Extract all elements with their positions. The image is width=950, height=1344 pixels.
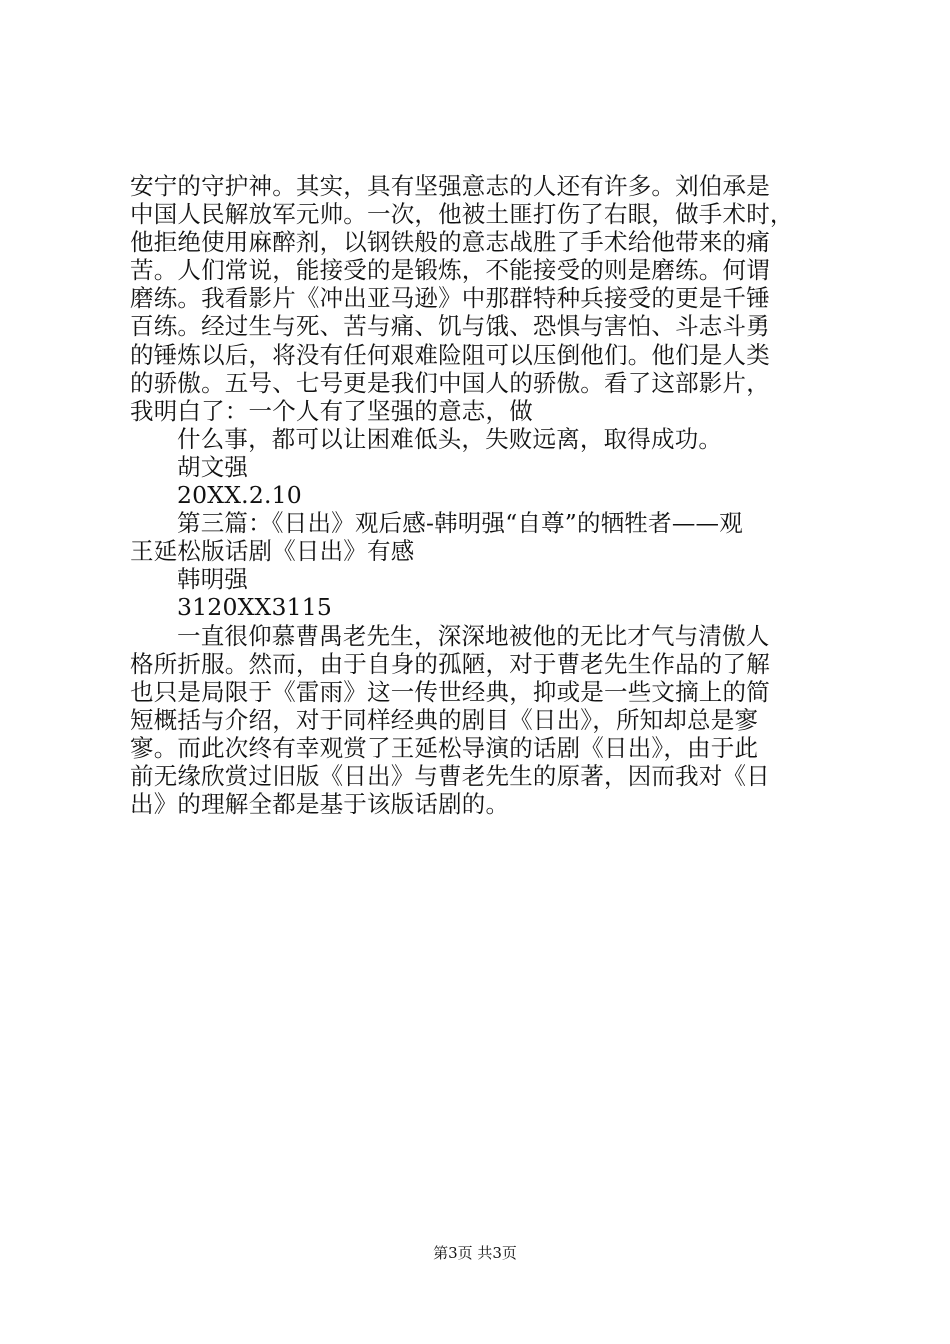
date-line: 20XX.2.10 xyxy=(177,481,302,510)
student-id: 3120XX3115 xyxy=(177,593,333,622)
text-line: 的锤炼以后，将没有任何艰难险阻可以压倒他们。他们是人类 xyxy=(130,340,770,369)
document-body xyxy=(130,172,836,818)
text-line: 的骄傲。五号、七号更是我们中国人的骄傲。看了这部影片， xyxy=(130,368,770,397)
text-line: 他拒绝使用麻醉剂，以钢铁般的意志战胜了手术给他带来的痛 xyxy=(130,228,770,257)
text-line: 百练。经过生与死、苦与痛、饥与饿、恐惧与害怕、斗志斗勇 xyxy=(130,312,770,341)
text-line: 也只是局限于《雷雨》这一传世经典，抑或是一些文摘上的简 xyxy=(130,677,770,706)
text-line: 前无缘欣赏过旧版《日出》与曹老先生的原著，因而我对《日 xyxy=(130,761,770,790)
text-line: 格所折服。然而，由于自身的孤陋，对于曹老先生作品的了解 xyxy=(130,649,770,678)
text-line: 安宁的守护神。其实，具有坚强意志的人还有许多。刘伯承是 xyxy=(130,172,770,200)
text-line: 一直很仰慕曹禺老先生，深深地被他的无比才气与清傲人 xyxy=(177,621,770,650)
author-name: 胡文强 xyxy=(177,452,249,481)
text-line: 出》的理解全都是基于该版话剧的。 xyxy=(130,790,510,819)
text-line: 磨练。我看影片《冲出亚马逊》中那群特种兵接受的更是千锤 xyxy=(130,284,770,313)
page-number: 第3页 共3页 xyxy=(433,1244,517,1262)
text-line: 我明白了：一个人有了坚强的意志，做 xyxy=(130,396,533,425)
text-line: 中国人民解放军元帅。一次，他被土匪打伤了右眼，做手术时， xyxy=(130,200,794,229)
section-heading-continued: 王延松版话剧《日出》有感 xyxy=(130,537,415,566)
section-heading: 第三篇：《日出》观后感-韩明强“自尊”的牺牲者——观 xyxy=(177,509,743,538)
text-line: 苦。人们常说，能接受的是锻炼，不能接受的则是磨练。何谓 xyxy=(130,256,770,285)
text-line: 什么事，都可以让困难低头，失败远离，取得成功。 xyxy=(177,424,723,453)
author-name: 韩明强 xyxy=(177,565,249,594)
text-line: 寥。而此次终有幸观赏了王延松导演的话剧《日出》，由于此 xyxy=(130,733,759,762)
text-line: 短概括与介绍，对于同样经典的剧目《日出》，所知却总是寥 xyxy=(130,705,759,734)
